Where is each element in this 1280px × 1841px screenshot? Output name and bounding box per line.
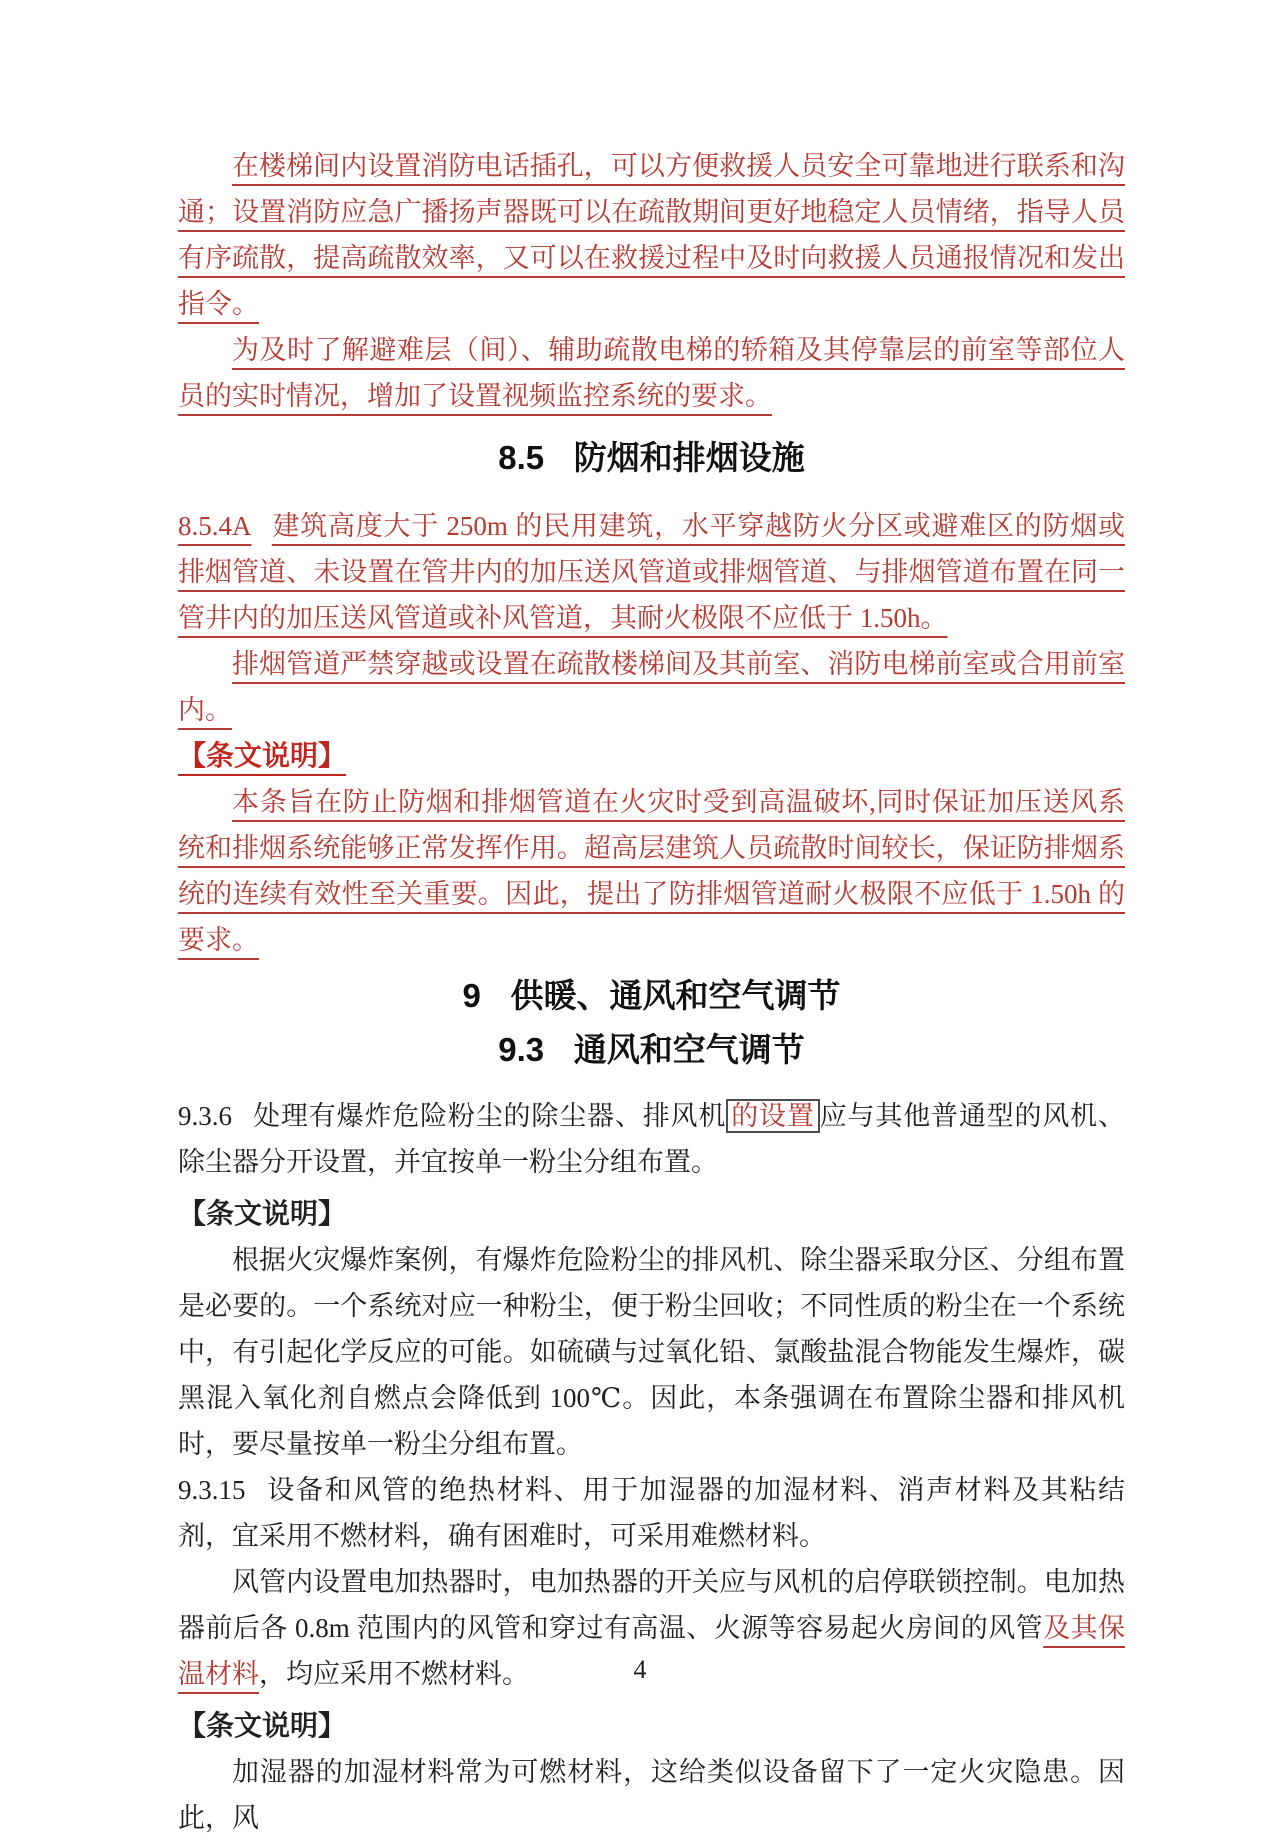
heading-number: 8.5 [498,439,545,476]
heading-9 [178,971,1125,1021]
paragraph-smoke-duct-prohibition [178,641,1125,733]
heading-number: 9.3 [498,1031,545,1068]
inserted-text-box: 的设置 [726,1099,820,1133]
text-segment: 及其保温材料 [178,1613,1125,1689]
commentary-label-black-1: 【条文说明】 [178,1198,347,1229]
text-segment: 加湿器的加湿材料常为可燃材料，这给类似设备留下了一定火灾隐患。因此，风 [178,1757,1125,1833]
text-segment: 根据火灾爆炸案例，有爆炸危险粉尘的排风机、除尘器采取分区、分组布置是必要的。一个系统对应一种粉尘，便于粉尘回收；不同性质的粉尘在一个系统中，有引起化学反应的可能。如硫磺与过氧化铅、氯酸盐混合物能发生爆炸，碳黑混入氧化剂自燃点会降低到 100℃。因此，本条强调在布置除尘器和排风机时，要尽量按单一粉尘分组布置。 [178,1245,1125,1459]
text-segment: 处理有爆炸危险粉尘的除尘器、排风机 [252,1101,727,1131]
clause-number: 8.5.4A [178,511,252,541]
page-number: 4 [633,1655,647,1684]
text-segment: 设备和风管的绝热材料、用于加湿器的加湿材料、消声材料及其粘结剂，宜采用不燃材料，确有困难时，可采用难燃材料。 [178,1475,1125,1551]
text-segment: 为及时了解避难层（间）、辅助疏散电梯的轿箱及其停靠层的前室等部位人员的实时情况，增加了设置视频监控系统的要求。 [178,335,1125,411]
clause-9-3-15 [178,1467,1125,1559]
document-body [178,143,1125,1841]
paragraph-humidifier-commentary [178,1749,1125,1841]
paragraph-video-monitoring [178,327,1125,419]
text-segment: 排烟管道严禁穿越或设置在疏散楼梯间及其前室、消防电梯前室或合用前室内。 [178,649,1125,725]
heading-8-5 [178,433,1125,483]
paragraph-smoke-commentary [178,779,1125,963]
clause-9-3-6 [178,1093,1125,1185]
clause-8-5-4A [178,503,1125,641]
text-segment: 本条旨在防止防烟和排烟管道在火灾时受到高温破坏,同时保证加压送风系统和排烟系统能够正常发挥作用。超高层建筑人员疏散时间较长，保证防排烟系统的连续有效性至关重要。因此，提出了防排烟管道耐火极限不应低于 1.50h 的要求。 [178,787,1125,955]
text-segment: 应与其他普通型的风机、除尘器分开设置，并宜按单一粉尘分组布置。 [178,1101,1126,1177]
clause-number: 9.3.6 [178,1101,232,1131]
paragraph-dust-commentary [178,1237,1125,1467]
heading-9-3 [178,1025,1125,1075]
paragraph-fire-telephone [178,143,1125,327]
text-segment: 在楼梯间内设置消防电话插孔，可以方便救援人员安全可靠地进行联系和沟通；设置消防应急广播扬声器既可以在疏散期间更好地稳定人员情绪，指导人员有序疏散，提高疏散效率，又可以在救援过程中及时向救援人员通报情况和发出指令。 [178,151,1125,319]
heading-title: 防烟和排烟设施 [573,439,805,476]
text-segment: 风管内设置电加热器时，电加热器的开关应与风机的启停联锁控制。电加热器前后各 0.8m 范围内的风管和穿过有高温、火源等容易起火房间的风管 [178,1567,1125,1643]
heading-number: 9 [462,977,481,1014]
text-segment: 建筑高度大于 250m 的民用建筑，水平穿越防火分区或避难区的防烟或排烟管道、未设置在管井内的加压送风管道或排烟管道、与排烟管道布置在同一管井内的加压送风管道或补风管道，其耐火极限不应低于 1.50h。 [178,511,1125,633]
commentary-label-black-2: 【条文说明】 [178,1710,347,1741]
text-segment: ，均应采用不燃材料。 [259,1659,529,1689]
commentary-label-red: 【条文说明】 [178,740,347,771]
heading-title: 供暖、通风和空气调节 [510,977,841,1014]
heading-title: 通风和空气调节 [573,1031,805,1068]
clause-number: 9.3.15 [178,1475,246,1505]
